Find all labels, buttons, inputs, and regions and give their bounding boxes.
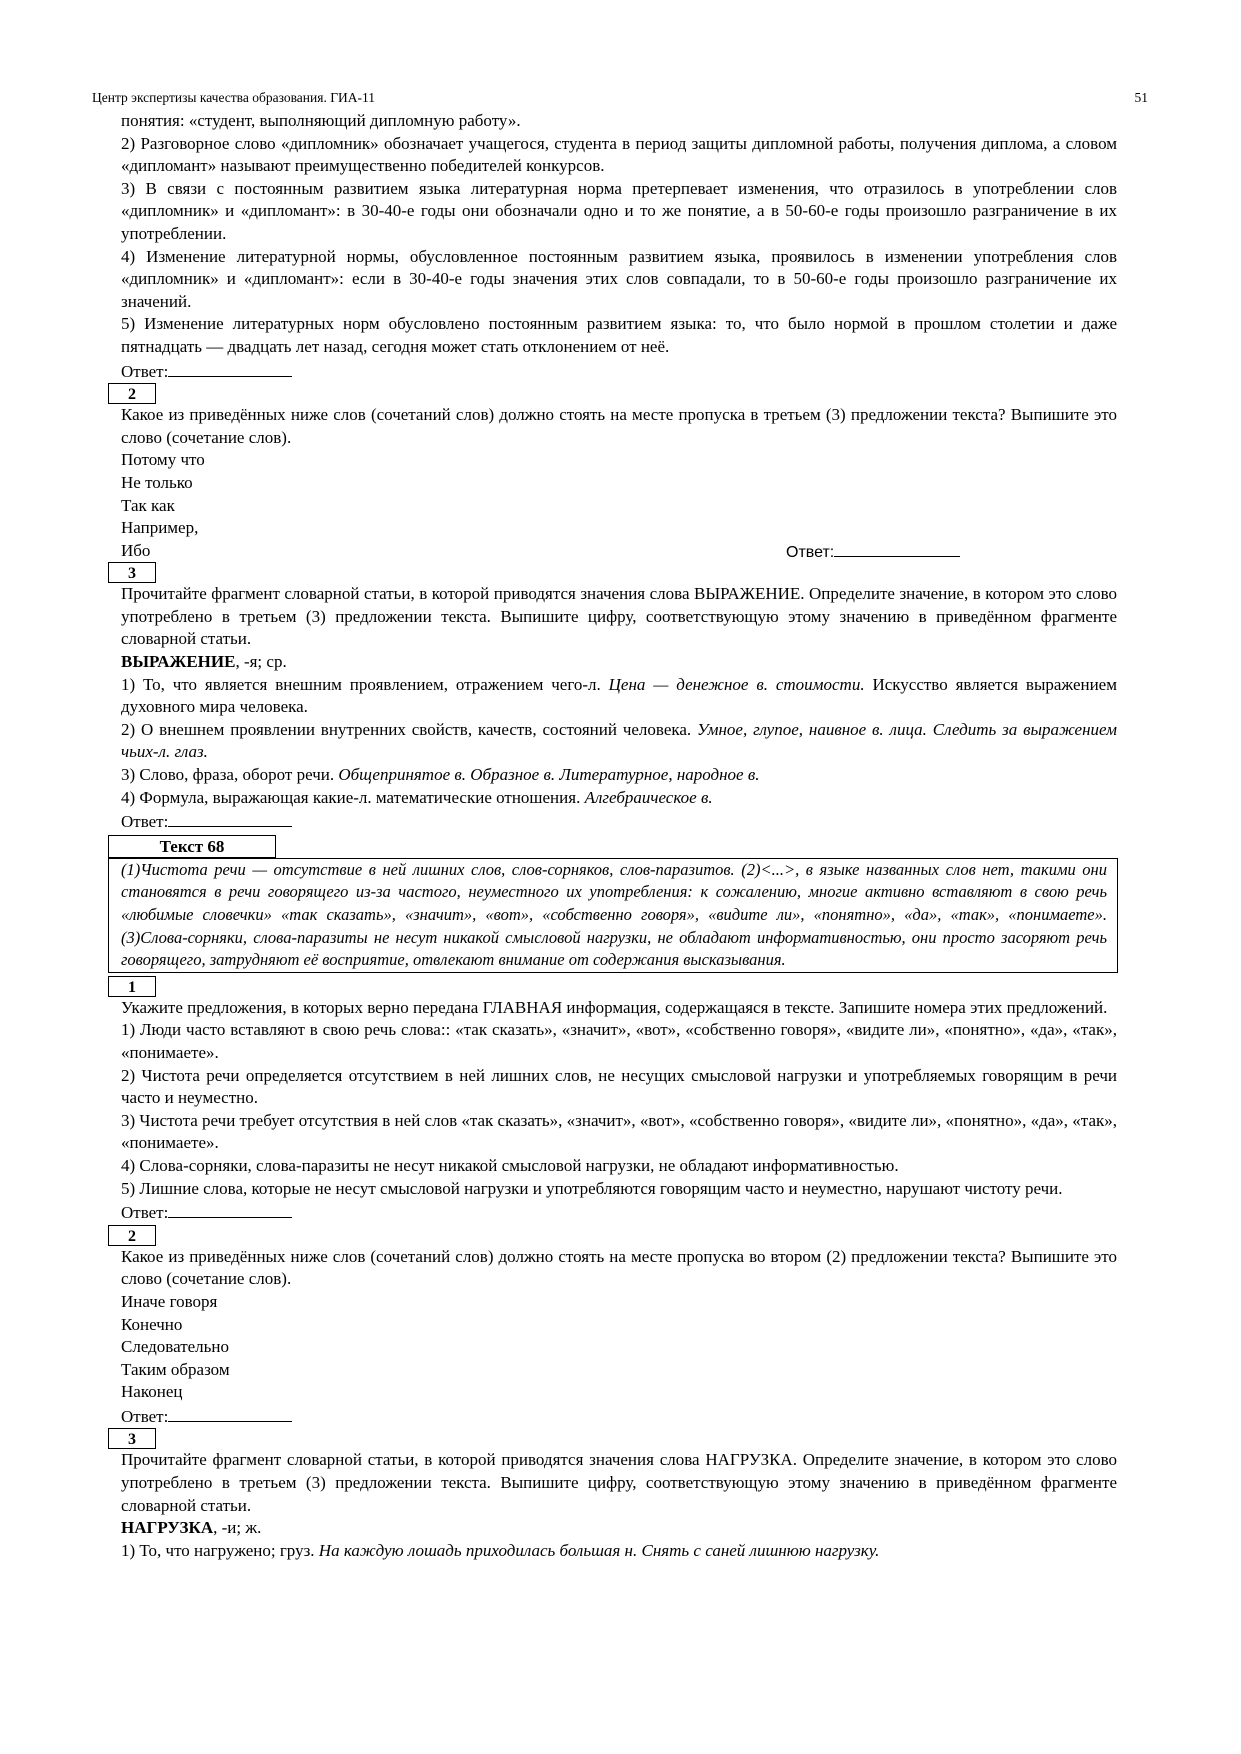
question-text: Прочитайте фрагмент словарной статьи, в которой приводятся значения слова ВЫРАЖЕНИЕ. Определите значение, в котором это слово употреблено в третьем (3) предложении текста. Выпишите цифру, соответствующую этому значению в приведённом фрагменте словарной статьи. xyxy=(121,584,1117,649)
meaning-example: Цена — денежное в. стоимости. xyxy=(608,674,865,694)
question-text: Прочитайте фрагмент словарной статьи, в которой приводятся значения слова НАГРУЗКА. Определите значение, в котором это слово употреблено в третьем (3) предложении текста. Выпишите цифру, соответствующую этому значению в приведённом фрагменте словарной статьи. xyxy=(121,1450,1117,1515)
answer-blank[interactable] xyxy=(834,540,960,557)
dictionary-meaning xyxy=(121,1540,1117,1563)
statement-option: 2) Чистота речи определяется отсутствием в ней лишних слов, не несущих смысловой нагрузки и употребляемых говорящим в речи часто и неуместно. xyxy=(121,1065,1117,1108)
dictionary-headword-line xyxy=(121,651,1117,674)
option-5: 5) Изменение литературных норм обусловлено постоянным развитием языка: то, что было нормой в прошлом столетии и даже пятнадцать — двадцать лет назад, сегодня может стать отклонением от неё. xyxy=(121,314,1117,356)
header-title: Центр экспертизы качества образования. ГИА-11 xyxy=(92,90,375,105)
dictionary-meaning xyxy=(121,719,1117,764)
dictionary-headword-line xyxy=(121,1517,1117,1540)
option-4: 4) Изменение литературной нормы, обусловленное постоянным развитием языка, проявилось в изменении употребления слов «дипломник» и «дипломант»: если в 30-40-е годы значения этих слов совпадали, то в 50-60-е годы произошло разграничение их значений. xyxy=(121,246,1117,311)
answer-blank[interactable] xyxy=(168,1404,292,1422)
word-option: Конечно xyxy=(121,1314,183,1334)
meaning-example: Умное, глупое, наивное в. лица. Следить за выражением чьих-л. глаз. xyxy=(121,719,1118,762)
source-text: (1)Чистота речи — отсутствие в ней лишних слов, слов-сорняков, слов-паразитов. (2)<...>, в языке названных слов нет, такими они становятся в речи говорящего из-за частого, неуместного их употребления: к сожалению, многие активно вставляют в свою речь «любимые словечки» «так сказать», «значит», «вот», «собственно говоря», «видите ли», «понятно», «да», «так», «понимаете». (3)Слова-сорняки, слова-паразиты не несут никакой смысловой нагрузки, не обладают информативностью, они просто засоряют речь говорящего, затрудняют её восприятие, отвлекают внимание от содержания высказывания. xyxy=(108,858,1118,973)
answer-line xyxy=(121,1404,1117,1429)
meaning-example: На каждую лошадь приходилась большая н. Снять с саней лишнюю нагрузку. xyxy=(318,1540,880,1560)
text-title-box: Текст 68 xyxy=(108,835,276,858)
word-option: Так как xyxy=(121,495,175,515)
dictionary-grammar: , -я; ср. xyxy=(235,652,287,672)
dictionary-meaning xyxy=(121,764,1117,787)
answer-blank[interactable] xyxy=(168,809,292,827)
question-number-box: 2 xyxy=(108,1225,156,1246)
option-2: 2) Разговорное слово «дипломник» обозначает учащегося, студента в период защиты дипломной работы, получения диплома, а словом «дипломант» называют преимущественно победителей конкурсов. xyxy=(121,133,1117,176)
answer-label: Ответ: xyxy=(786,543,835,561)
statement-option: 3) Чистота речи требует отсутствия в ней слов «так сказать», «значит», «вот», «собственно говоря», «видите ли», «понятно», «да», «так», «понимаете». xyxy=(121,1110,1117,1153)
page-content xyxy=(121,110,1117,1562)
meaning-text: Искусство является выражением духовного мира человека. xyxy=(121,674,1117,717)
answer-label: Ответ: xyxy=(121,812,169,832)
option-3: 3) В связи с постоянным развитием языка литературная норма претерпевает изменения, что отразилось в употреблении слов «дипломник» и «дипломант»: в 30-40-е годы они обозначали одно и то же понятие, а в 50-60-е годы произошло разграничение в их употреблении. xyxy=(121,178,1117,243)
dictionary-meaning xyxy=(121,787,1117,810)
statement-option: 1) Люди часто вставляют в свою речь слова:: «так сказать», «значит», «вот», «собственно говоря», «видите ли», «понятно», «да», «так», «понимаете». xyxy=(121,1020,1117,1062)
question-text: Укажите предложения, в которых верно передана ГЛАВНАЯ информация, содержащаяся в тексте. Запишите номера этих предложений. xyxy=(121,997,1108,1017)
page-number: 51 xyxy=(1134,90,1148,105)
dictionary-headword: НАГРУЗКА xyxy=(121,1518,214,1538)
word-option: Наконец xyxy=(121,1382,183,1402)
page-header xyxy=(92,90,1148,108)
statement-option: 5) Лишние слова, которые не несут смысловой нагрузки и употребляются говорящим часто и неуместно, нарушают чистоту речи. xyxy=(121,1178,1063,1198)
meaning-text: 2) О внешнем проявлении внутренних свойств, качеств, состояний человека. xyxy=(121,719,698,739)
question-number-box: 2 xyxy=(108,383,156,404)
meaning-text: 4) Формула, выражающая какие-л. математические отношения. xyxy=(121,787,585,807)
meaning-example: Общепринятое в. Образное в. Литературное, народное в. xyxy=(338,765,760,785)
answer-blank[interactable] xyxy=(168,359,292,377)
answer-blank[interactable] xyxy=(168,1200,292,1218)
question-number-box: 3 xyxy=(108,562,156,583)
question-text: Какое из приведённых ниже слов (сочетаний слов) должно стоять на месте пропуска во втором (2) предложении текста? Выпишите это слово (сочетание слов). xyxy=(121,1246,1117,1289)
word-option: Потому что xyxy=(121,450,205,470)
word-option: Ибо xyxy=(121,540,151,560)
meaning-text: 1) То, что является внешним проявлением, отражением чего-л. xyxy=(121,674,609,694)
dictionary-meaning xyxy=(121,674,1117,719)
word-option: Например, xyxy=(121,518,199,538)
answer-label: Ответ: xyxy=(121,1406,169,1426)
word-option: Таким образом xyxy=(121,1359,230,1379)
question-text: Какое из приведённых ниже слов (сочетаний слов) должно стоять на месте пропуска в третьем (3) предложении текста? Выпишите это слово (сочетание слов). xyxy=(121,405,1117,447)
word-option-with-answer xyxy=(121,540,1117,563)
meaning-text: 1) То, что нагружено; груз. xyxy=(121,1540,319,1560)
word-option: Следовательно xyxy=(121,1337,230,1357)
word-option: Иначе говоря xyxy=(121,1291,218,1311)
answer-line xyxy=(121,809,1117,834)
answer-label: Ответ: xyxy=(121,1203,169,1223)
word-option: Не только xyxy=(121,472,193,492)
question-number-box: 1 xyxy=(108,976,156,997)
meaning-example: Алгебраическое в. xyxy=(584,787,713,807)
answer-line xyxy=(121,1200,1117,1225)
dictionary-grammar: , -и; ж. xyxy=(213,1518,262,1538)
statement-option: 4) Слова-сорняки, слова-паразиты не несут никакой смысловой нагрузки, не обладают информативностью. xyxy=(121,1155,899,1175)
question-number-box: 3 xyxy=(108,1428,156,1449)
meaning-text: 3) Слово, фраза, оборот речи. xyxy=(121,765,339,785)
answer-line xyxy=(786,540,960,565)
option-continued: понятия: «студент, выполняющий дипломную работу». xyxy=(121,111,521,130)
dictionary-headword: ВЫРАЖЕНИЕ xyxy=(121,652,236,672)
answer-label: Ответ: xyxy=(121,361,169,381)
answer-line xyxy=(121,359,1117,384)
